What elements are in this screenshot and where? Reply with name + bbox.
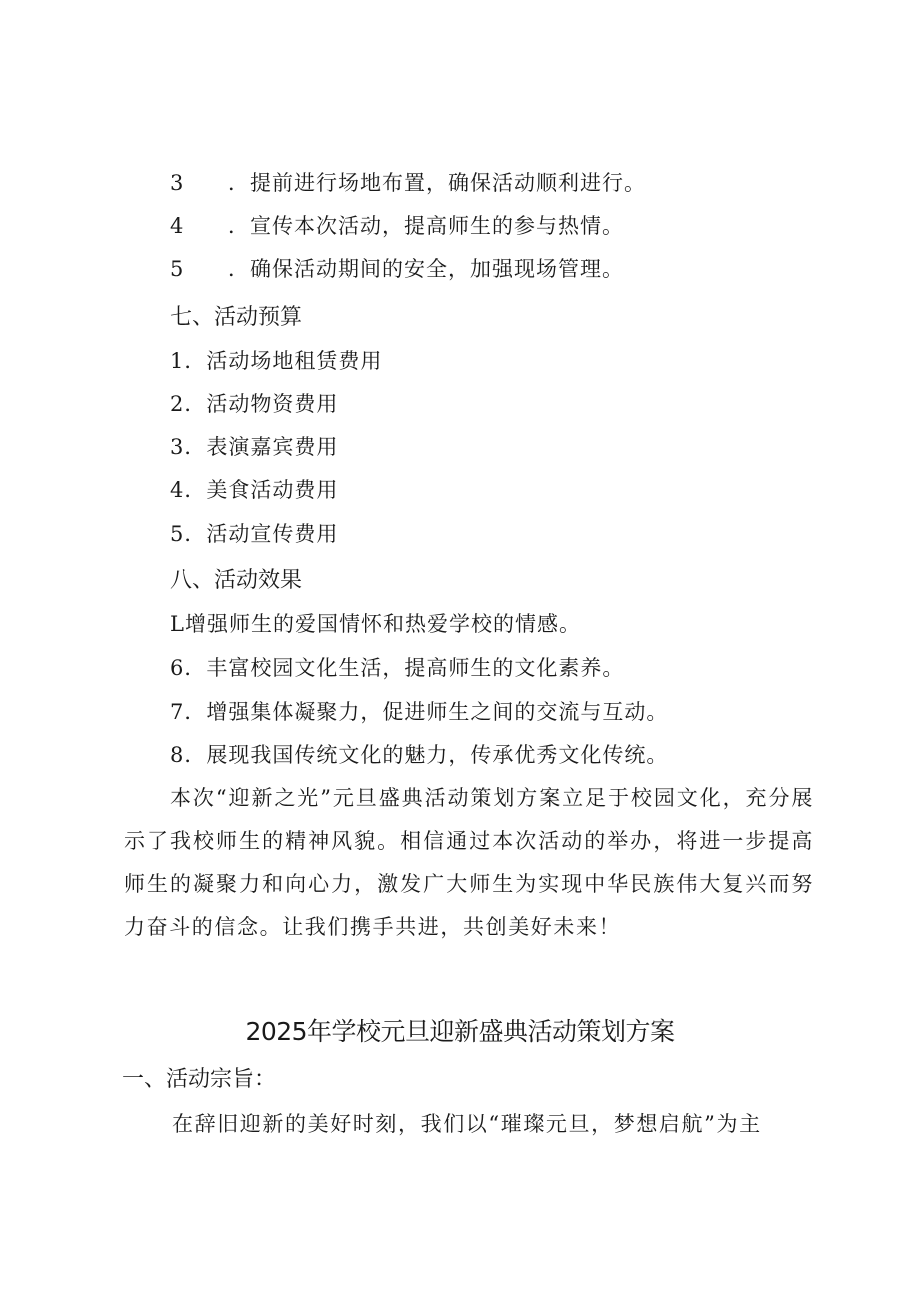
measure-text: ．确保活动期间的安全，加强现场管理。 (228, 257, 624, 281)
measure-number: 4 (170, 214, 185, 238)
document-title: 2025年学校元旦迎新盛典活动策划方案 (245, 1017, 675, 1046)
effects-item: 7．增强集体凝聚力，促进师生之间的交流与互动。 (170, 700, 669, 724)
measure-text: ．提前进行场地布置，确保活动顺利进行。 (228, 171, 646, 195)
effects-heading: 八、活动效果 (170, 568, 303, 593)
measure-item (170, 254, 624, 284)
budget-item: 4．美食活动费用 (170, 478, 339, 502)
effects-item: L增强师生的爱国情怀和热爱学校的情感。 (170, 612, 581, 636)
measure-number: 5 (170, 257, 185, 281)
budget-item: 5．活动宣传费用 (170, 522, 339, 546)
conclusion-paragraph: 本次“迎新之光”元旦盛典活动策划方案立足于校园文化，充分展示了我校师生的精神风貌。相信通过本次活动的举办，将进一步提高师生的凝聚力和向心力，激发广大师生为实现中华民族伟大复兴而努力奋斗的信念。让我们携手共进，共创美好未来！ (124, 786, 814, 939)
budget-item: 3．表演嘉宾费用 (170, 435, 339, 459)
budget-item: 2．活动物资费用 (170, 392, 339, 416)
budget-heading: 七、活动预算 (170, 305, 303, 330)
budget-item: 1．活动场地租赁费用 (170, 349, 383, 373)
measure-item (170, 211, 624, 241)
intro-text: 在辞旧迎新的美好时刻，我们以“璀璨元旦，梦想启航”为主 (172, 1112, 762, 1136)
section-heading: 一、活动宗旨： (122, 1067, 277, 1092)
measure-text: ．宣传本次活动，提高师生的参与热情。 (228, 214, 624, 238)
measure-number: 3 (170, 171, 185, 195)
effects-item: 8．展现我国传统文化的魅力，传承优秀文化传统。 (170, 743, 669, 767)
measure-item (170, 168, 646, 198)
effects-item: 6．丰富校园文化生活，提高师生的文化素养。 (170, 656, 625, 680)
